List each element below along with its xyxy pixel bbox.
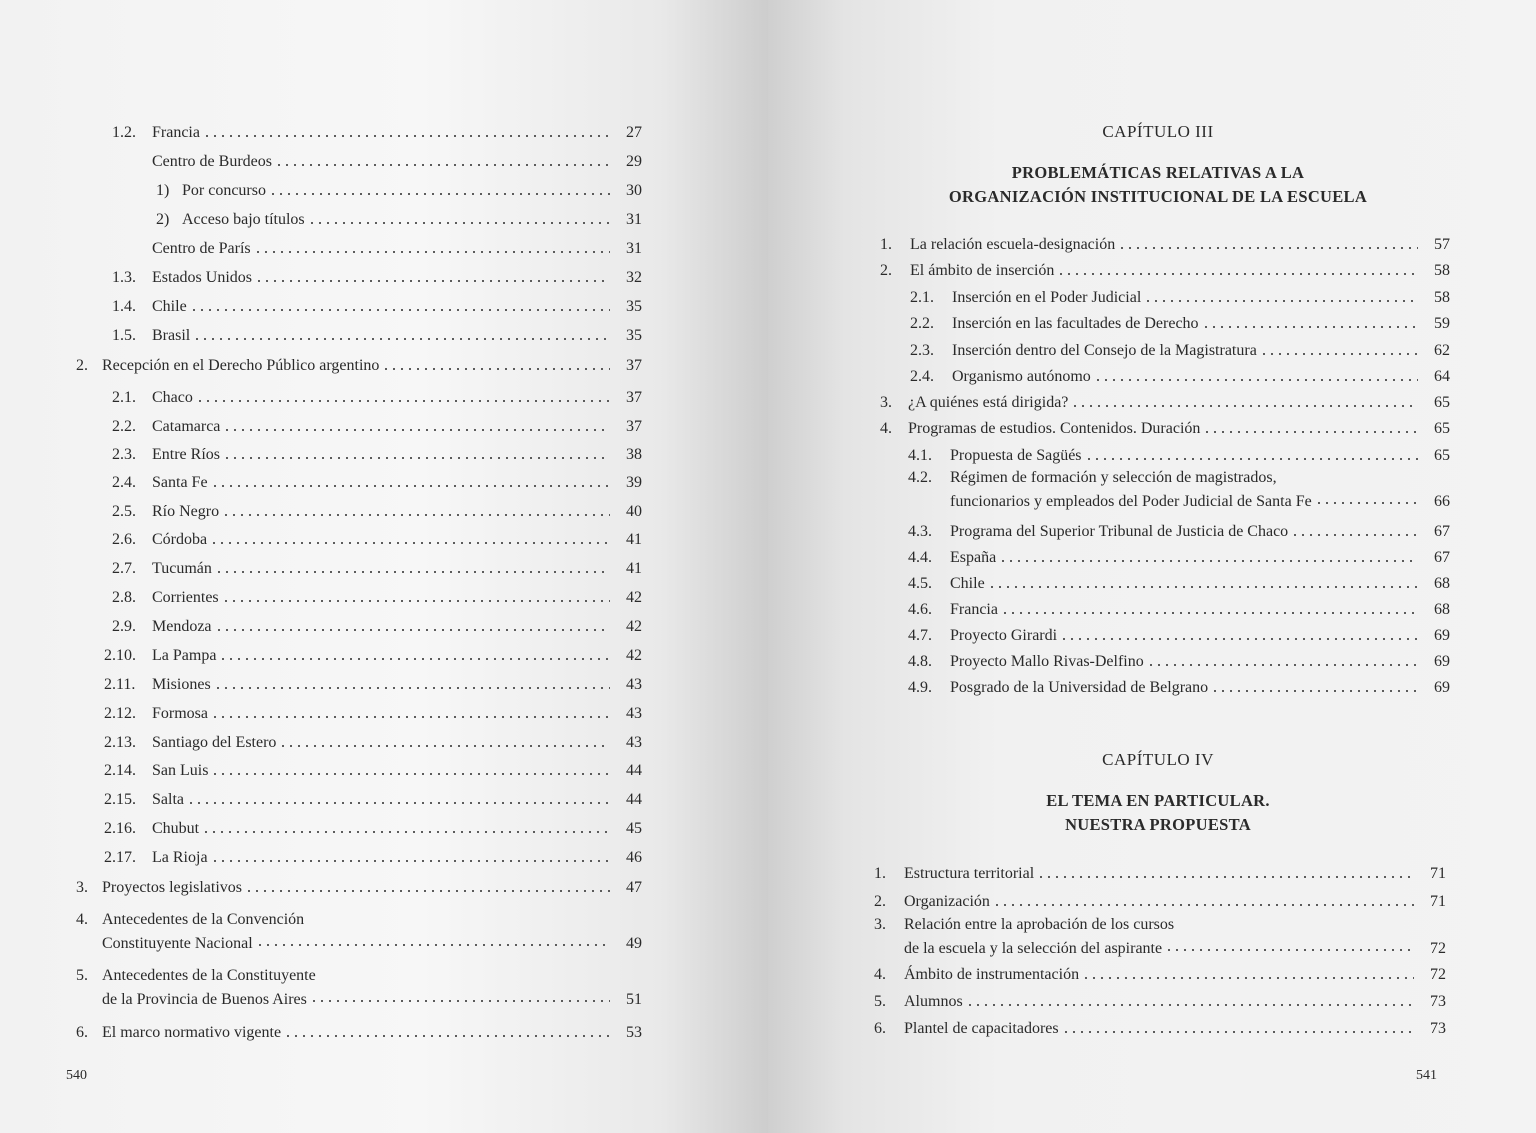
dot-leader xyxy=(223,455,610,461)
page-number: 30 xyxy=(626,182,642,199)
entry-number: 2.8. xyxy=(112,589,136,606)
entry-title: Misiones xyxy=(152,676,211,693)
dot-leader xyxy=(1062,1029,1414,1035)
entry-title-line1: Relación entre la aprobación de los cursos xyxy=(904,916,1175,933)
entry-title: Inserción dentro del Consejo de la Magistratura xyxy=(952,342,1257,359)
toc-entry xyxy=(112,556,642,578)
toc-entry xyxy=(112,265,642,287)
entry-title-line1: Régimen de formación y selección de magistrados, xyxy=(950,469,1277,486)
entry-title: Programas de estudios. Contenidos. Duración xyxy=(908,420,1201,437)
entry-title-line2: funcionarios y empleados del Poder Judicial de Santa Fe xyxy=(950,493,1312,510)
entry-title: Río Negro xyxy=(152,503,220,520)
toc-entry xyxy=(910,364,1450,386)
toc-entry xyxy=(152,236,642,258)
page-number: 27 xyxy=(626,124,642,141)
entry-number: 2.3. xyxy=(910,342,934,359)
entry-number: 6. xyxy=(874,1020,886,1037)
toc-entry xyxy=(156,207,642,229)
entry-title-line2-row xyxy=(102,988,642,1012)
entry-number: 2.14. xyxy=(104,762,136,779)
entry-title: Santa Fe xyxy=(152,474,208,491)
toc-entry xyxy=(76,875,642,897)
page-number: 38 xyxy=(626,446,642,463)
page-number: 67 xyxy=(1434,549,1450,566)
entry-title-line1: Antecedentes de la Constituyente xyxy=(102,967,316,984)
toc-entry xyxy=(908,597,1450,619)
page-number: 59 xyxy=(1434,315,1450,332)
dot-leader xyxy=(1060,636,1418,642)
entry-title-line2-row xyxy=(950,490,1450,514)
toc-entry xyxy=(112,585,642,607)
entry-title: Ámbito de instrumentación xyxy=(904,966,1080,983)
dot-leader xyxy=(275,162,610,168)
chapter-label: CAPÍTULO III xyxy=(1102,122,1214,141)
toc-entry xyxy=(112,294,642,316)
toc-entry xyxy=(908,443,1450,465)
toc-entry xyxy=(880,232,1450,254)
toc-entry xyxy=(112,120,642,142)
page-number: 69 xyxy=(1434,653,1450,670)
dot-leader xyxy=(1165,947,1414,953)
page-number: 58 xyxy=(1434,289,1450,306)
entry-title: Alumnos xyxy=(904,993,963,1010)
chapter-title-line2: ORGANIZACIÓN INSTITUCIONAL DE LA ESCUELA xyxy=(948,187,1368,206)
page-number: 44 xyxy=(626,762,642,779)
page-number: 66 xyxy=(1434,493,1450,510)
page-number: 32 xyxy=(626,269,642,286)
page-number: 68 xyxy=(1434,601,1450,618)
entry-title-line1: Antecedentes de la Convención xyxy=(102,911,305,928)
entry-title: Inserción en las facultades de Derecho xyxy=(952,315,1199,332)
toc-entry xyxy=(104,672,642,694)
entry-title: Inserción en el Poder Judicial xyxy=(952,289,1142,306)
entry-number: 2. xyxy=(874,893,886,910)
entry-title: Por concurso xyxy=(182,182,266,199)
page-number: 49 xyxy=(626,935,642,952)
dot-leader xyxy=(219,656,610,662)
dot-leader xyxy=(1211,688,1418,694)
toc-entry xyxy=(910,338,1450,360)
dot-leader xyxy=(1202,324,1418,330)
entry-number: 2) xyxy=(156,211,170,228)
toc-entry xyxy=(874,962,1446,984)
dot-leader xyxy=(284,1033,610,1039)
dot-leader xyxy=(215,627,610,633)
entry-number: 2.4. xyxy=(910,368,934,385)
dot-leader xyxy=(1203,429,1418,435)
entry-number: 2.2. xyxy=(112,418,136,435)
entry-number: 4.4. xyxy=(908,549,932,566)
toc-entry xyxy=(156,178,642,200)
dot-leader xyxy=(245,888,610,894)
toc-entry xyxy=(910,311,1450,333)
page-number: 42 xyxy=(626,618,642,635)
toc-entry xyxy=(874,889,1446,911)
toc-entry xyxy=(910,285,1450,307)
entry-number: 2.1. xyxy=(112,389,136,406)
dot-leader xyxy=(279,743,610,749)
dot-leader xyxy=(382,366,610,372)
toc-entry xyxy=(112,499,642,521)
entry-title: Organización xyxy=(904,893,990,910)
toc-entry xyxy=(112,527,642,549)
toc-entry xyxy=(908,545,1450,567)
page-number: 65 xyxy=(1434,394,1450,411)
entry-number: 2.3. xyxy=(112,446,136,463)
entry-title-line2: de la Provincia de Buenos Aires xyxy=(102,991,307,1008)
dot-leader xyxy=(255,278,610,284)
toc-entry xyxy=(880,258,1450,280)
right-page xyxy=(768,0,1536,1133)
entry-title: Proyectos legislativos xyxy=(102,879,242,896)
toc-entry xyxy=(112,442,642,464)
entry-title: España xyxy=(950,549,997,566)
entry-title-line2-row xyxy=(102,932,642,956)
dot-leader xyxy=(196,398,610,404)
toc-entry xyxy=(112,614,642,636)
dot-leader xyxy=(222,512,610,518)
entry-number: 4.9. xyxy=(908,679,932,696)
entry-number: 2.15. xyxy=(104,791,136,808)
page-number: 31 xyxy=(626,240,642,257)
dot-leader xyxy=(993,902,1414,908)
entry-number: 2.5. xyxy=(112,503,136,520)
entry-title: Proyecto Girardi xyxy=(950,627,1058,644)
dot-leader xyxy=(1071,403,1418,409)
entry-number: 2. xyxy=(76,357,88,374)
entry-number: 2.11. xyxy=(104,676,136,693)
dot-leader xyxy=(193,336,610,342)
entry-title: Catamarca xyxy=(152,418,221,435)
entry-title: La Rioja xyxy=(152,849,208,866)
chapter-title-line2: NUESTRA PROPUESTA xyxy=(1065,815,1251,834)
page-number: 42 xyxy=(626,589,642,606)
page-number: 64 xyxy=(1434,368,1450,385)
toc-entry xyxy=(908,519,1450,541)
page-number-footer: 541 xyxy=(1416,1068,1437,1083)
entry-number: 1. xyxy=(874,865,886,882)
entry-number: 2.13. xyxy=(104,734,136,751)
entry-number: 1.2. xyxy=(112,124,136,141)
toc-entry xyxy=(104,758,642,780)
entry-title: Estados Unidos xyxy=(152,269,252,286)
entry-number: 2.1. xyxy=(910,289,934,306)
page-number: 29 xyxy=(626,153,642,170)
chapter-title-line1: EL TEMA EN PARTICULAR. xyxy=(1046,791,1270,810)
page-number: 65 xyxy=(1434,447,1450,464)
entry-number: 1.5. xyxy=(112,327,136,344)
entry-title: La Pampa xyxy=(152,647,217,664)
entry-number: 6. xyxy=(76,1024,88,1041)
dot-leader xyxy=(214,685,610,691)
dot-leader xyxy=(1147,662,1418,668)
toc-entry xyxy=(104,787,642,809)
entry-number: 4.3. xyxy=(908,523,932,540)
dot-leader xyxy=(310,998,610,1004)
entry-title: ¿A quiénes está dirigida? xyxy=(908,394,1069,411)
page-number: 43 xyxy=(626,734,642,751)
entry-title: Chubut xyxy=(152,820,200,837)
chapter-title-line1: PROBLEMÁTICAS RELATIVAS A LA xyxy=(1011,163,1305,182)
page-number: 69 xyxy=(1434,679,1450,696)
entry-number: 4. xyxy=(874,966,886,983)
entry-number: 4.7. xyxy=(908,627,932,644)
entry-title: Programa del Superior Tribunal de Justicia de Chaco xyxy=(950,523,1289,540)
entry-number: 1.3. xyxy=(112,269,136,286)
entry-number: 2.2. xyxy=(910,315,934,332)
toc-entry-multiline xyxy=(76,908,642,956)
page-number: 65 xyxy=(1434,420,1450,437)
entry-title-line2: de la escuela y la selección del aspirante xyxy=(904,940,1163,957)
entry-number: 4.6. xyxy=(908,601,932,618)
toc-entry xyxy=(908,675,1450,697)
dot-leader xyxy=(1260,351,1418,357)
page-number: 46 xyxy=(626,849,642,866)
dot-leader xyxy=(211,858,610,864)
dot-leader xyxy=(988,584,1418,590)
dot-leader xyxy=(210,540,610,546)
dot-leader xyxy=(308,220,610,226)
page-number: 35 xyxy=(626,298,642,315)
entry-number: 5. xyxy=(76,967,88,984)
entry-number: 4.8. xyxy=(908,653,932,670)
toc-entry xyxy=(112,470,642,492)
entry-title: Estructura territorial xyxy=(904,865,1035,882)
toc-entry xyxy=(104,816,642,838)
entry-title: El ámbito de inserción xyxy=(910,262,1055,279)
dot-leader xyxy=(1291,532,1418,538)
dot-leader xyxy=(222,598,610,604)
entry-number: 2.9. xyxy=(112,618,136,635)
dot-leader xyxy=(254,249,610,255)
entry-number: 2.12. xyxy=(104,705,136,722)
dot-leader xyxy=(215,569,610,575)
entry-title: Francia xyxy=(152,124,200,141)
entry-number: 3. xyxy=(76,879,88,896)
entry-number: 2.16. xyxy=(104,820,136,837)
entry-title: Mendoza xyxy=(152,618,212,635)
page-number: 40 xyxy=(626,503,642,520)
toc-entry xyxy=(76,1020,642,1042)
dot-leader xyxy=(1037,874,1414,880)
dot-leader xyxy=(202,829,610,835)
page-number: 37 xyxy=(626,357,642,374)
page-number: 62 xyxy=(1434,342,1450,359)
toc-entry xyxy=(908,623,1450,645)
toc-entry xyxy=(104,845,642,867)
entry-title: Santiago del Estero xyxy=(152,734,277,751)
entry-number: 3. xyxy=(880,394,892,411)
entry-title: Plantel de capacitadores xyxy=(904,1020,1059,1037)
entry-title: Posgrado de la Universidad de Belgrano xyxy=(950,679,1209,696)
page-number: 53 xyxy=(626,1024,642,1041)
dot-leader xyxy=(211,771,610,777)
toc-entry xyxy=(880,390,1450,412)
dot-leader xyxy=(256,942,610,948)
entry-title: Tucumán xyxy=(152,560,212,577)
entry-number: 5. xyxy=(874,993,886,1010)
entry-title: Recepción en el Derecho Público argentino xyxy=(102,357,380,374)
page-number: 72 xyxy=(1430,940,1446,957)
dot-leader xyxy=(211,714,610,720)
entry-title: El marco normativo vigente xyxy=(102,1024,282,1041)
entry-title: Proyecto Mallo Rivas-Delfino xyxy=(950,653,1144,670)
dot-leader xyxy=(999,558,1418,564)
dot-leader xyxy=(1057,271,1418,277)
dot-leader xyxy=(1315,500,1418,506)
entry-title: Córdoba xyxy=(152,531,208,548)
toc-entry-multiline xyxy=(76,964,642,1012)
entry-number: 4.5. xyxy=(908,575,932,592)
page-number: 41 xyxy=(626,531,642,548)
entry-title: Centro de Burdeos xyxy=(152,153,272,170)
toc-entry xyxy=(112,323,642,345)
entry-title: Brasil xyxy=(152,327,191,344)
entry-title: Formosa xyxy=(152,705,208,722)
dot-leader xyxy=(187,800,610,806)
entry-title: Chile xyxy=(950,575,985,592)
entry-title: Propuesta de Sagüés xyxy=(950,447,1082,464)
toc-entry xyxy=(874,989,1446,1011)
page-number: 73 xyxy=(1430,993,1446,1010)
toc-entry xyxy=(112,414,642,436)
dot-leader xyxy=(1094,377,1418,383)
page-number-footer: 540 xyxy=(66,1068,87,1083)
entry-number: 4.1. xyxy=(908,447,932,464)
dot-leader xyxy=(1082,975,1414,981)
entry-number: 1) xyxy=(156,182,170,199)
dot-leader xyxy=(1144,298,1418,304)
toc-entry xyxy=(112,385,642,407)
entry-title: Organismo autónomo xyxy=(952,368,1091,385)
entry-number: 4. xyxy=(880,420,892,437)
dot-leader xyxy=(1118,245,1418,251)
toc-entry xyxy=(152,149,642,171)
entry-number: 2.4. xyxy=(112,474,136,491)
entry-title: Salta xyxy=(152,791,184,808)
toc-entry xyxy=(104,701,642,723)
entry-number: 3. xyxy=(874,916,886,933)
entry-title: Corrientes xyxy=(152,589,219,606)
page-number: 72 xyxy=(1430,966,1446,983)
page-number: 45 xyxy=(626,820,642,837)
toc-entry xyxy=(76,353,642,375)
toc-entry xyxy=(908,571,1450,593)
entry-title: Centro de París xyxy=(152,240,251,257)
entry-title-line2: Constituyente Nacional xyxy=(102,935,253,952)
toc-entry xyxy=(874,1016,1446,1038)
toc-entry-multiline xyxy=(908,466,1450,514)
entry-number: 1.4. xyxy=(112,298,136,315)
entry-title: San Luis xyxy=(152,762,209,779)
page-number: 71 xyxy=(1430,865,1446,882)
chapter-label: CAPÍTULO IV xyxy=(1102,750,1214,769)
entry-number: 4.2. xyxy=(908,469,932,486)
page-number: 47 xyxy=(626,879,642,896)
page-number: 51 xyxy=(626,991,642,1008)
entry-title: Entre Ríos xyxy=(152,446,220,463)
page-number: 58 xyxy=(1434,262,1450,279)
toc-entry xyxy=(908,649,1450,671)
page-number: 68 xyxy=(1434,575,1450,592)
dot-leader xyxy=(203,133,610,139)
entry-title-line2-row xyxy=(904,937,1446,961)
dot-leader xyxy=(190,307,610,313)
toc-entry-multiline xyxy=(874,913,1446,961)
dot-leader xyxy=(269,191,610,197)
entry-number: 4. xyxy=(76,911,88,928)
entry-number: 1. xyxy=(880,236,892,253)
entry-number: 2.6. xyxy=(112,531,136,548)
page-number: 43 xyxy=(626,676,642,693)
entry-title: Chaco xyxy=(152,389,193,406)
page-number: 41 xyxy=(626,560,642,577)
dot-leader xyxy=(211,483,610,489)
entry-title: Chile xyxy=(152,298,187,315)
page-number: 31 xyxy=(626,211,642,228)
toc-entry xyxy=(874,861,1446,883)
entry-title: La relación escuela-designación xyxy=(910,236,1116,253)
toc-entry xyxy=(104,643,642,665)
entry-number: 2.17. xyxy=(104,849,136,866)
dot-leader xyxy=(1001,610,1418,616)
page-number: 69 xyxy=(1434,627,1450,644)
page-number: 35 xyxy=(626,327,642,344)
dot-leader xyxy=(966,1002,1414,1008)
toc-entry xyxy=(880,416,1450,438)
dot-leader xyxy=(1085,456,1418,462)
page-number: 37 xyxy=(626,418,642,435)
page-number: 57 xyxy=(1434,236,1450,253)
toc-entry xyxy=(104,730,642,752)
page-number: 42 xyxy=(626,647,642,664)
page-number: 71 xyxy=(1430,893,1446,910)
page-number: 43 xyxy=(626,705,642,722)
page-number: 67 xyxy=(1434,523,1450,540)
entry-number: 2. xyxy=(880,262,892,279)
entry-title: Francia xyxy=(950,601,998,618)
dot-leader xyxy=(223,427,610,433)
page-number: 44 xyxy=(626,791,642,808)
page-number: 73 xyxy=(1430,1020,1446,1037)
entry-number: 2.10. xyxy=(104,647,136,664)
page-number: 37 xyxy=(626,389,642,406)
page-number: 39 xyxy=(626,474,642,491)
entry-title: Acceso bajo títulos xyxy=(182,211,305,228)
entry-number: 2.7. xyxy=(112,560,136,577)
